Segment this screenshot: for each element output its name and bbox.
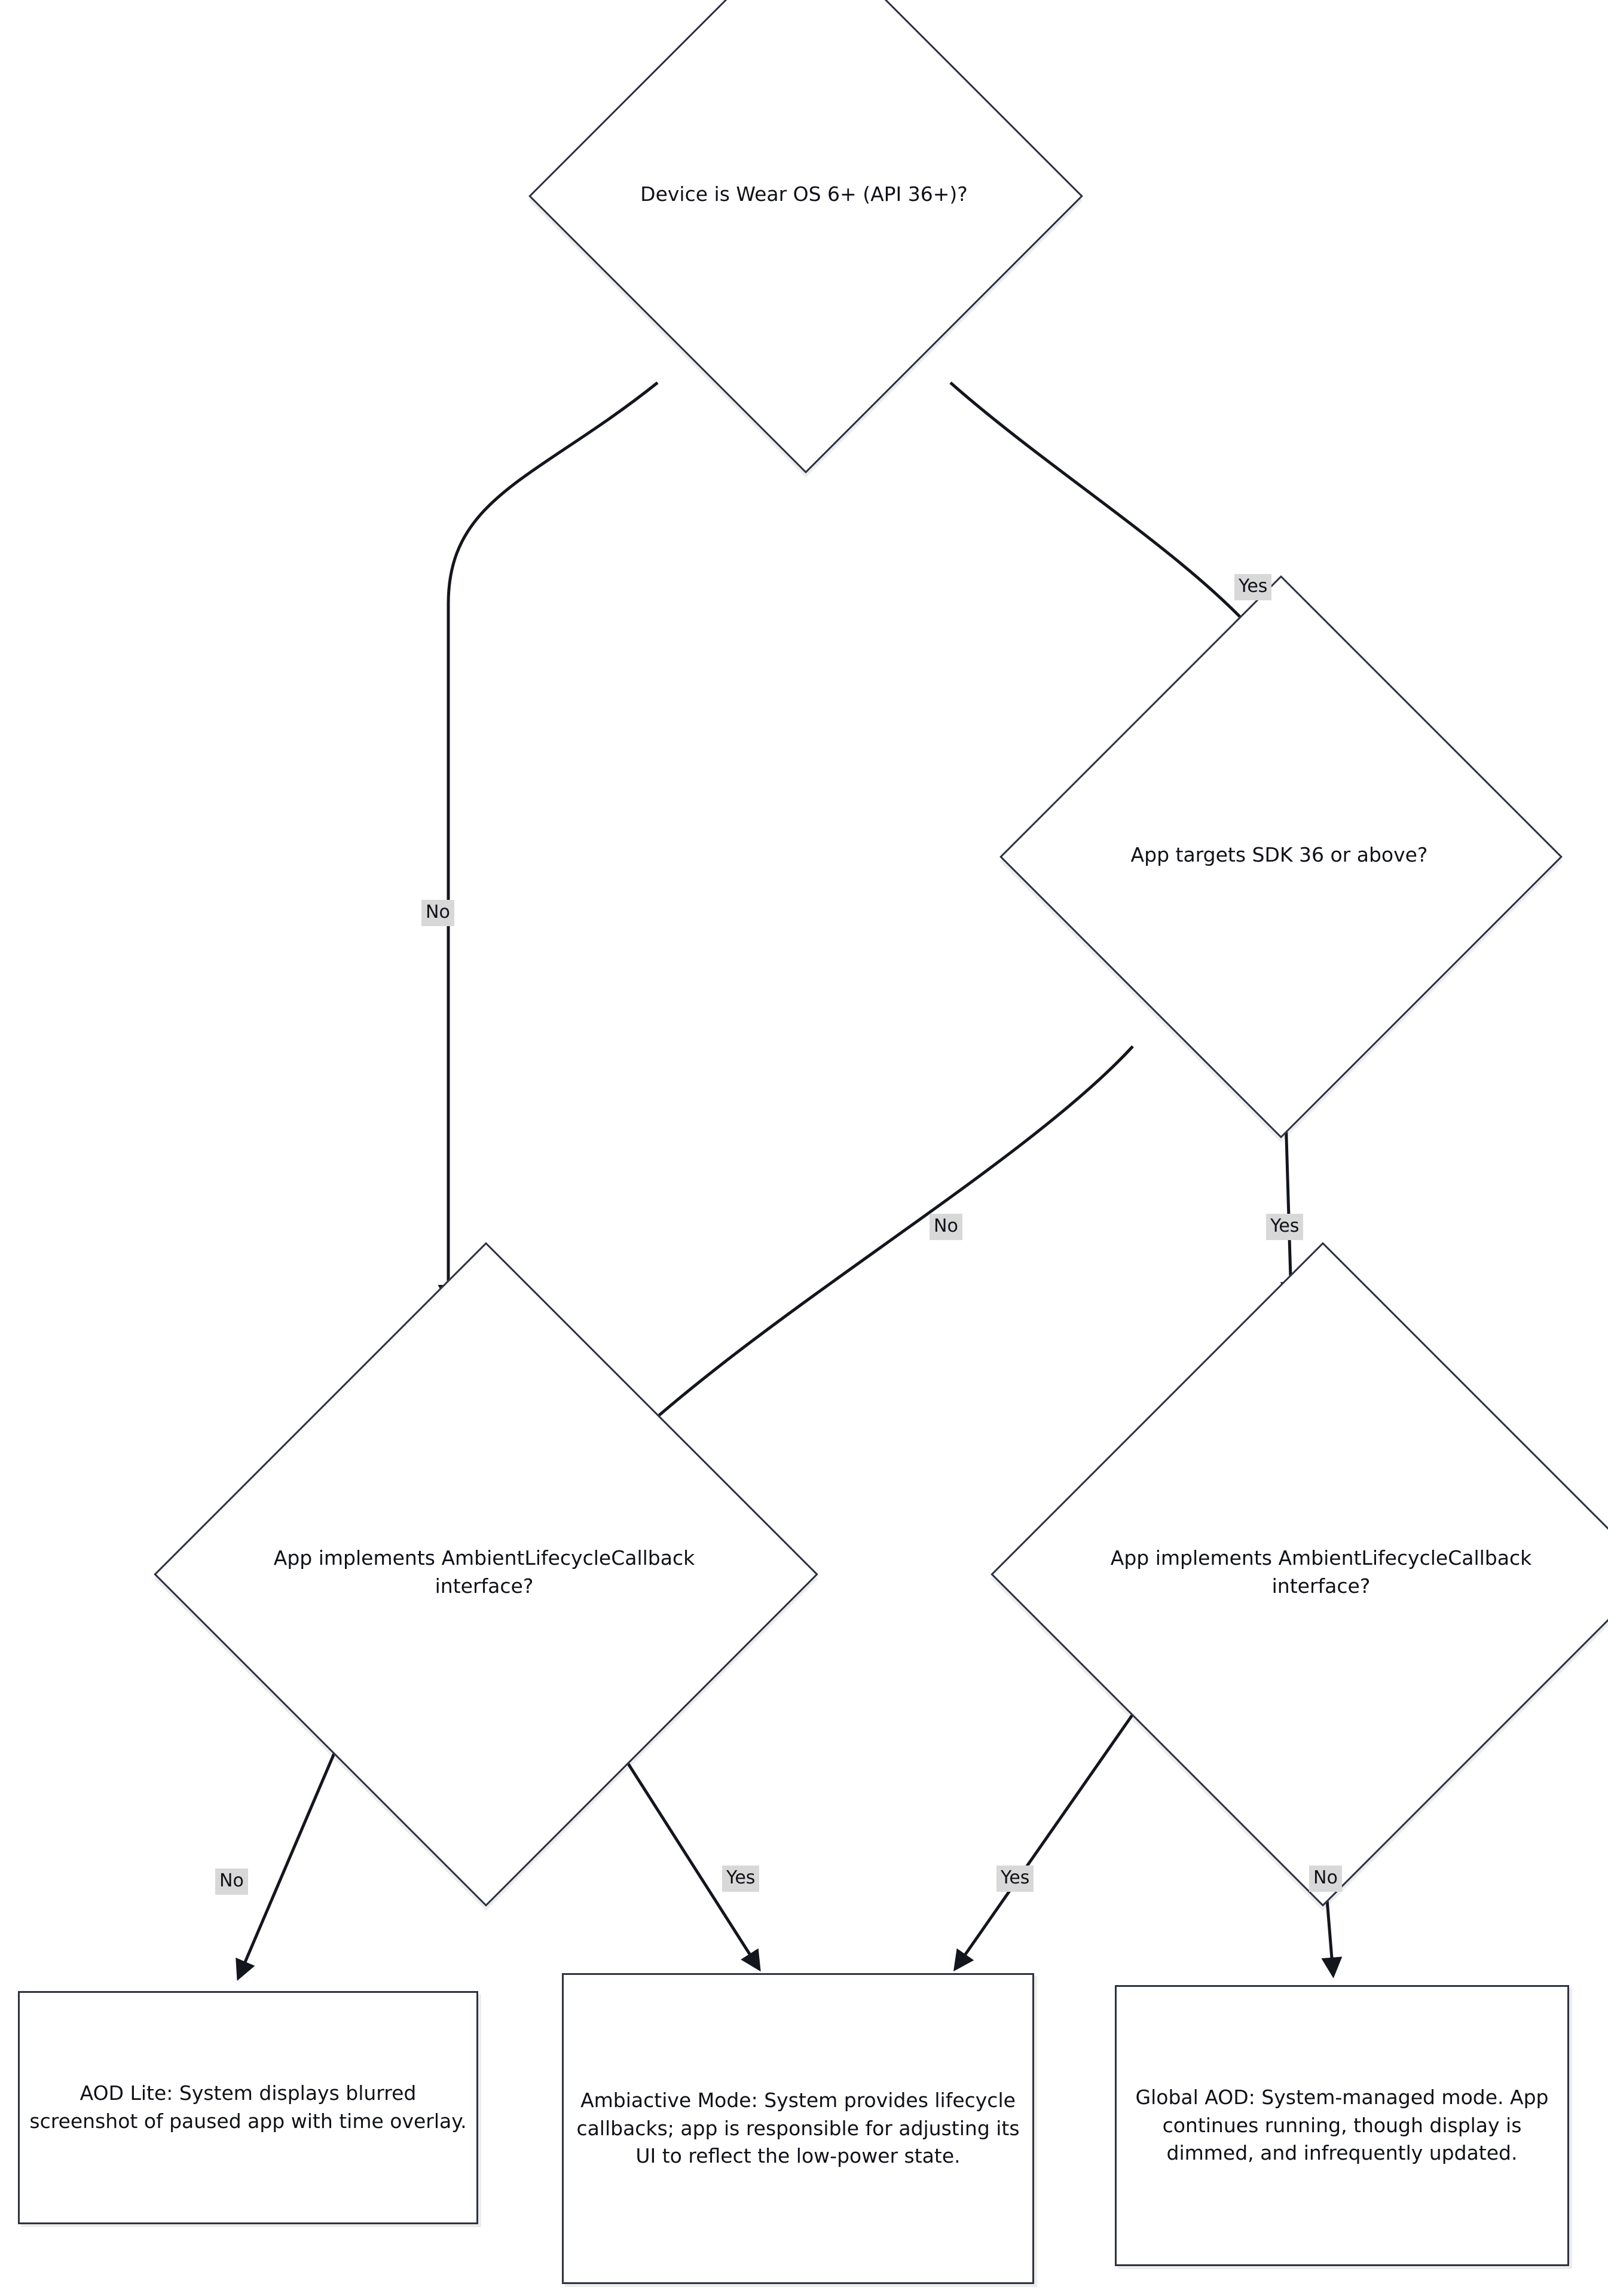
node-callback-right[interactable] [1052, 1303, 1590, 1830]
edge-wearos-yes [950, 383, 1261, 640]
node-global-aod[interactable] [1115, 1985, 1569, 2266]
node-callback-right-label: App implements AmbientLifecycleCallback interface? [1110, 1546, 1532, 1598]
edge-label-wearos-no: No [421, 900, 454, 926]
node-aod-lite[interactable] [18, 1991, 478, 2224]
edge-label-wearos-yes: Yes [1234, 574, 1271, 600]
edge-label-callback-left-no: No [215, 1868, 248, 1895]
edge-label-callback-right-yes: Yes [996, 1866, 1034, 1892]
node-ambiactive[interactable] [562, 1973, 1034, 2284]
node-wear-os-check[interactable] [538, 6, 1070, 383]
node-ambiactive-label: Ambiactive Mode: System provides lifecycle callbacks; app is responsible for adjusting its UI to reflect the low-power state. [576, 2088, 1020, 2168]
node-wear-os-check-label: Device is Wear OS 6+ (API 36+)? [640, 182, 968, 206]
node-sdk-check[interactable] [1016, 652, 1548, 1058]
node-sdk-check-label: App targets SDK 36 or above? [1130, 842, 1428, 866]
node-callback-left[interactable] [215, 1303, 753, 1830]
node-aod-lite-label: AOD Lite: System displays blurred screenshot of paused app with time overlay. [29, 2081, 467, 2133]
edge-label-callback-left-yes: Yes [722, 1866, 759, 1892]
edge-label-callback-right-no: No [1309, 1866, 1342, 1892]
node-callback-left-label: App implements AmbientLifecycleCallback interface? [273, 1546, 695, 1598]
edge-label-sdk-no: No [930, 1214, 962, 1240]
edge-label-sdk-yes: Yes [1266, 1214, 1303, 1240]
edge-wearos-no [448, 383, 658, 1300]
node-global-aod-label: Global AOD: System-managed mode. App continues running, though display is dimmed, and infrequently updated. [1135, 2085, 1549, 2165]
